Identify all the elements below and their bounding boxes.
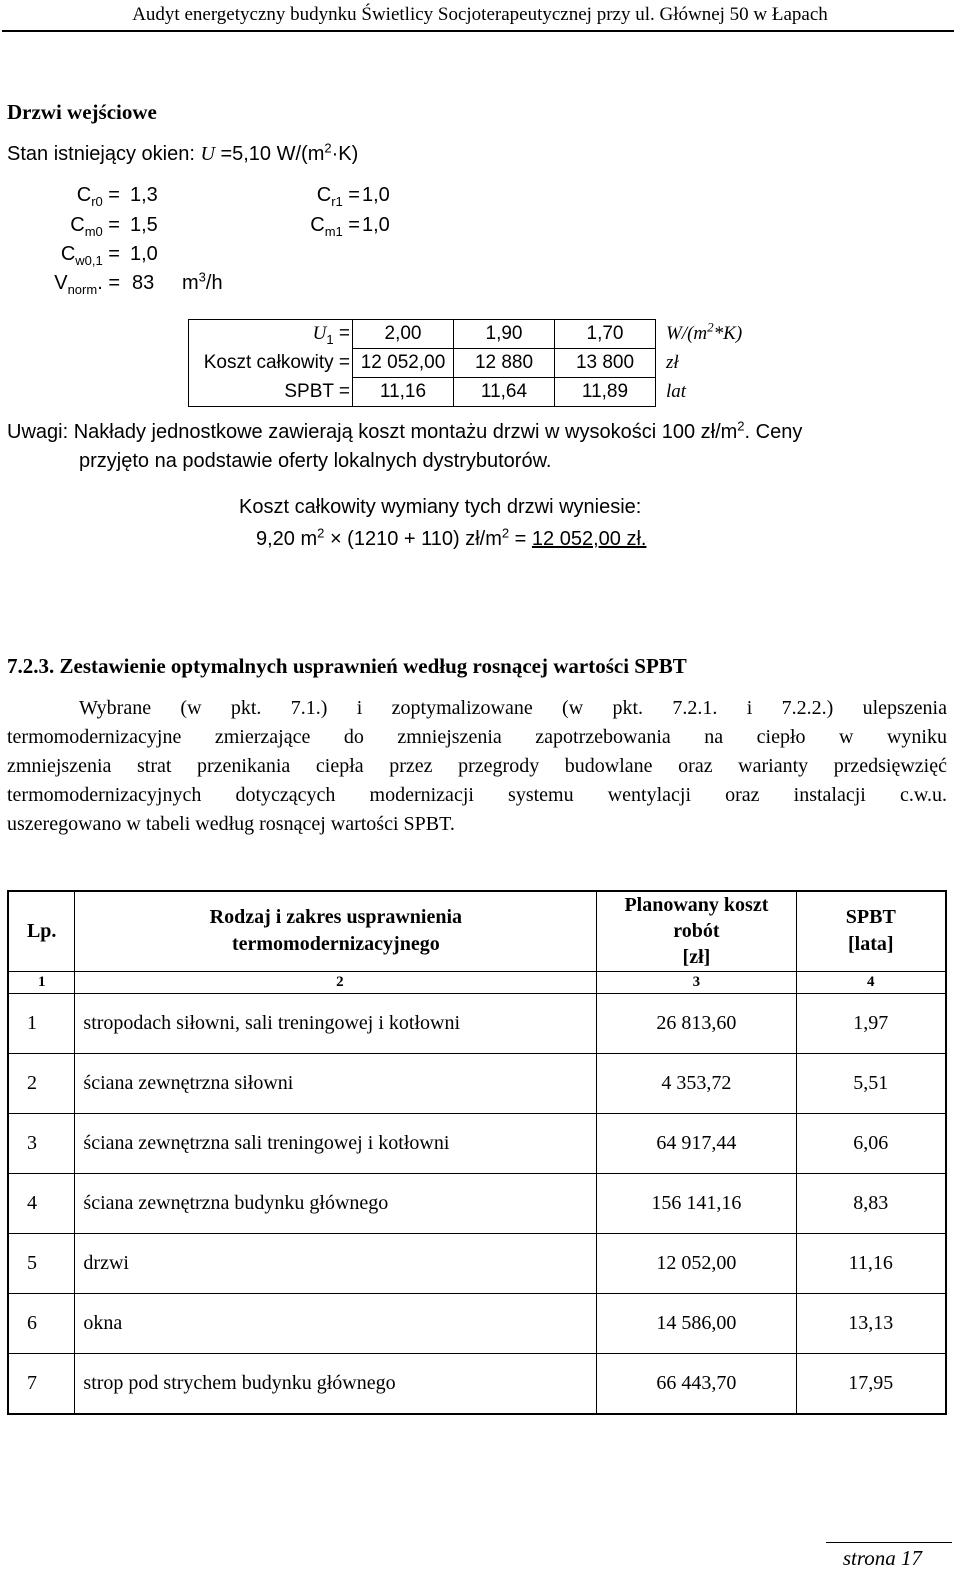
coef-cm1-value: 1,0 xyxy=(362,214,390,236)
coef-cr1-value: 1,0 xyxy=(362,184,390,206)
row-lp: 5 xyxy=(8,1233,75,1293)
u-value-1: 2,00 xyxy=(353,320,454,349)
state-prefix: Stan istniejący okien: xyxy=(7,143,201,165)
summary-para-line-1: Wybrane (w pkt. 7.1.) i zoptymalizowane (w pkt. 7.2.1. i 7.2.2.) ulepszenia xyxy=(79,697,947,719)
summary-para-line-4: termomodernizacyjnych dotyczących modernizacji systemu wentylacji oraz instalacji c.w.u. xyxy=(7,784,947,806)
note-line-2: przyjęto na podstawie oferty lokalnych dystrybutorów. xyxy=(79,450,552,472)
cost-unit: zł xyxy=(656,349,767,378)
row-spbt: 11,16 xyxy=(796,1233,946,1293)
existing-state-line xyxy=(7,140,359,166)
spbt-value-1: 11,16 xyxy=(353,378,454,407)
col-number: 1 xyxy=(8,971,75,993)
row-scope: okna xyxy=(75,1293,597,1353)
row-lp: 7 xyxy=(8,1353,75,1414)
summary-para-line-3: zmniejszenia strat przenikania ciepła przez przegrody budowlane oraz warianty przedsięwzięć xyxy=(7,755,947,777)
page-number: strona 17 xyxy=(842,1546,922,1570)
row-scope: ściana zewnętrzna budynku głównego xyxy=(75,1173,597,1233)
spbt-label: SPBT = xyxy=(189,378,353,407)
cost-label: Koszt całkowity = xyxy=(189,349,353,378)
table-row xyxy=(8,993,946,1053)
cost-intro: Koszt całkowity wymiany tych drzwi wyniesie: xyxy=(239,496,642,518)
document-header: Audyt energetyczny budynku Świetlicy Socjoterapeutycznej przy ul. Głównej 50 w Łapach xyxy=(132,4,828,25)
row-cost: 64 917,44 xyxy=(597,1113,796,1173)
table-row xyxy=(8,1053,946,1113)
state-sup: 2 xyxy=(324,140,332,156)
row-scope: ściana zewnętrzna siłowni xyxy=(75,1053,597,1113)
note-line-1: Uwagi: Nakłady jednostkowe zawierają koszt montażu drzwi w wysokości 100 $zł/m^2$. Ceny xyxy=(7,418,803,443)
cost-value-2: 12 880 xyxy=(454,349,555,378)
table-row xyxy=(8,1353,946,1414)
header-scope: Rodzaj i zakres usprawnienia termomodernizacyjnego xyxy=(75,891,597,971)
summary-table xyxy=(7,890,947,1415)
spbt-unit: lat xyxy=(656,378,767,407)
row-spbt: 17,95 xyxy=(796,1353,946,1414)
state-suffix: ·K) xyxy=(331,143,359,165)
row-spbt: 1,97 xyxy=(796,993,946,1053)
coef-cm0-value: 1,5 xyxy=(130,214,158,236)
row-lp: 1 xyxy=(8,993,75,1053)
row-scope: strop pod strychem budynku głównego xyxy=(75,1353,597,1414)
table-row xyxy=(189,378,767,407)
summary-para-line-5: uszeregowano w tabeli według rosnącej wartości SPBT. xyxy=(7,813,455,835)
table-row xyxy=(189,349,767,378)
row-lp: 2 xyxy=(8,1053,75,1113)
u-label: $U_1$ = xyxy=(189,320,353,349)
spbt-value-2: 11,64 xyxy=(454,378,555,407)
summary-section-title: 7.2.3. Zestawienie optymalnych usprawnień według rosnącej wartości SPBT xyxy=(7,654,687,678)
table-row xyxy=(8,1113,946,1173)
row-spbt: 5,51 xyxy=(796,1053,946,1113)
row-cost: 26 813,60 xyxy=(597,993,796,1053)
u-value-2: 1,90 xyxy=(454,320,555,349)
row-scope: drzwi xyxy=(75,1233,597,1293)
row-lp: 3 xyxy=(8,1113,75,1173)
table-row xyxy=(8,1233,946,1293)
header-lp: Lp. xyxy=(8,891,75,971)
coef-cr0-value: 1,3 xyxy=(130,184,158,206)
row-scope: stropodach siłowni, sali treningowej i kotłowni xyxy=(75,993,597,1053)
cost-value-3: 13 800 xyxy=(555,349,656,378)
state-symbol: U xyxy=(200,143,215,165)
table-row xyxy=(189,320,767,349)
coef-cw01-value: 1,0 xyxy=(130,243,158,265)
cost-value-1: 12 052,00 xyxy=(353,349,454,378)
table-header-row xyxy=(8,891,946,971)
row-cost: 12 052,00 xyxy=(597,1233,796,1293)
row-spbt: 6,06 xyxy=(796,1113,946,1173)
door-variants-table xyxy=(188,319,766,407)
col-number: 3 xyxy=(597,971,796,993)
spbt-value-3: 11,89 xyxy=(555,378,656,407)
header-spbt: SPBT [lata] xyxy=(796,891,946,971)
state-value: =5,10 W/(m xyxy=(214,143,325,165)
table-row xyxy=(8,1173,946,1233)
col-number: 2 xyxy=(75,971,597,993)
row-cost: 4 353,72 xyxy=(597,1053,796,1113)
cost-total: 12 052,00 zł. xyxy=(531,528,647,550)
u-value-3: 1,70 xyxy=(555,320,656,349)
footer-divider xyxy=(826,1542,952,1543)
row-lp: 6 xyxy=(8,1293,75,1353)
summary-para-line-2: termomodernizacyjne zmierzające do zmniejszenia zapotrzebowania na ciepło w wyniku xyxy=(7,726,947,748)
row-spbt: 13,13 xyxy=(796,1293,946,1353)
row-cost: 14 586,00 xyxy=(597,1293,796,1353)
header-cost: Planowany koszt robót [zł] xyxy=(597,891,796,971)
cost-formula: 9,20 $m^2 \times (1210 + 110)$ $zł/m^2 = 12$ 052,00 zł. xyxy=(256,525,647,550)
col-number: 4 xyxy=(796,971,946,993)
row-lp: 4 xyxy=(8,1173,75,1233)
column-number-row xyxy=(8,971,946,993)
coef-vnorm-value: 83 xyxy=(132,272,155,294)
row-cost: 156 141,16 xyxy=(597,1173,796,1233)
header-divider xyxy=(2,30,954,32)
door-section-title: Drzwi wejściowe xyxy=(7,100,157,124)
row-scope: ściana zewnętrzna sali treningowej i kotłowni xyxy=(75,1113,597,1173)
row-spbt: 8,83 xyxy=(796,1173,946,1233)
u-unit: $W/(m^2*K)$ xyxy=(656,320,767,349)
row-cost: 66 443,70 xyxy=(597,1353,796,1414)
table-row xyxy=(8,1293,946,1353)
coef-vnorm-unit: $m^3/h$ xyxy=(182,269,223,294)
